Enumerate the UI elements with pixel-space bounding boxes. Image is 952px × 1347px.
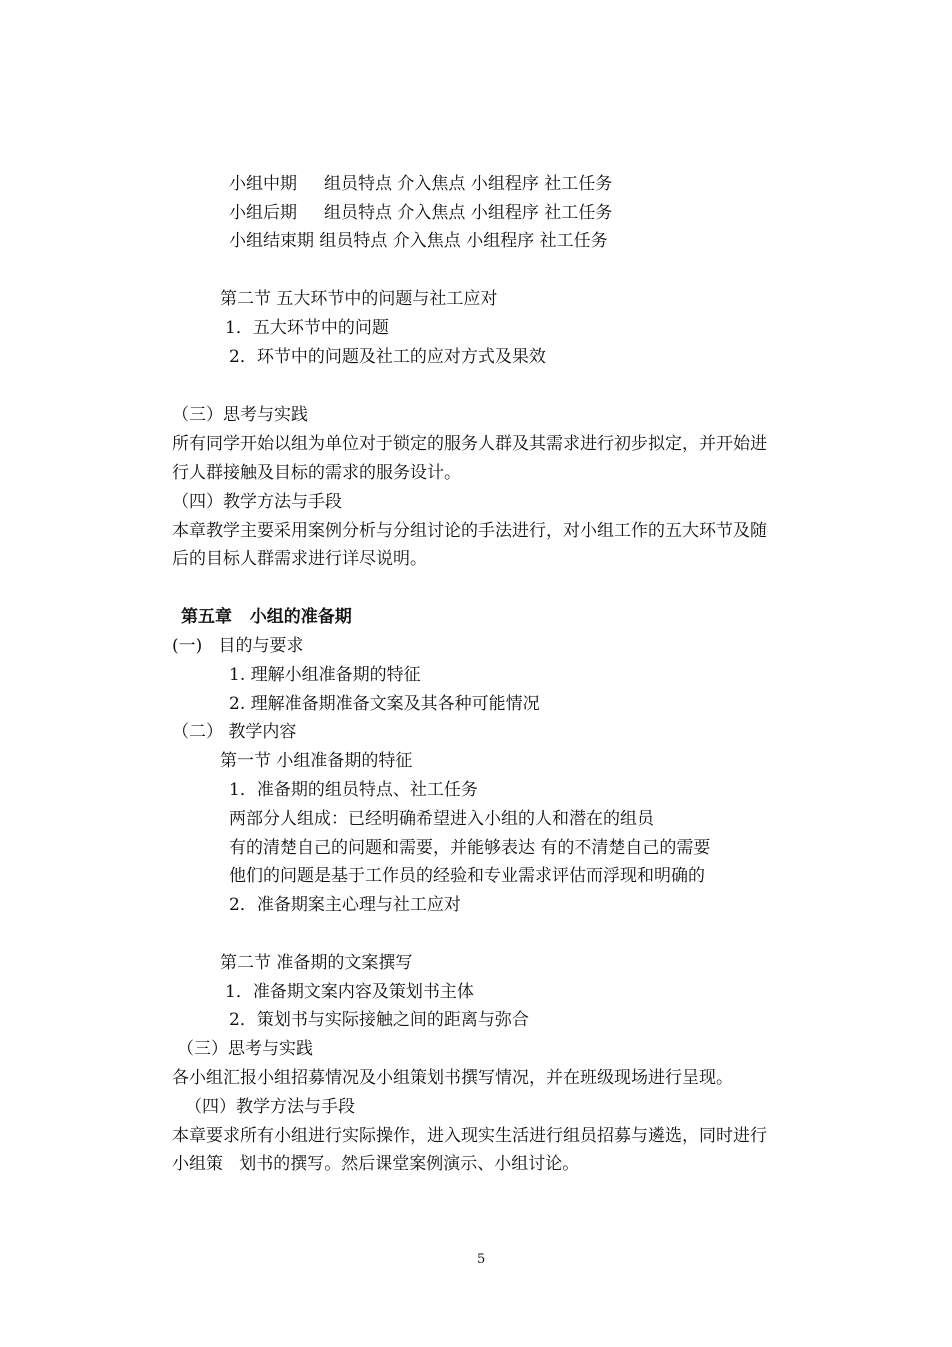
list-item: 1．准备期文案内容及策划书主体 [225,982,474,1002]
paragraph-line: 本章教学主要采用案例分析与分组讨论的手法进行，对小组工作的五大环节及随 [172,521,767,541]
section-heading: 第一节 小组准备期的特征 [220,751,413,771]
stage-line-mid: 小组中期 组员特点 介入焦点 小组程序 社工任务 [229,174,613,194]
paragraph-line: 小组策 划书的撰写。然后课堂案例演示、小组讨论。 [172,1154,580,1174]
paragraph-line: 所有同学开始以组为单位对于锁定的服务人群及其需求进行初步拟定，并开始进 [172,434,767,454]
chapter-title: 第五章 小组的准备期 [181,607,352,627]
list-item: 1．准备期的组员特点、社工任务 [229,780,478,800]
paragraph-line: 他们的问题是基于工作员的经验和专业需求评估而浮现和明确的 [229,866,705,886]
subsection-heading: （三）思考与实践 [177,1039,313,1059]
list-item: 2．策划书与实际接触之间的距离与弥合 [229,1010,529,1030]
paragraph-line: 各小组汇报小组招募情况及小组策划书撰写情况，并在班级现场进行呈现。 [172,1068,733,1088]
paragraph-line: 有的清楚自己的问题和需要，并能够表达 有的不清楚自己的需要 [229,838,711,858]
subsection-heading: (一) 目的与要求 [172,636,304,656]
paragraph-line: 本章要求所有小组进行实际操作，进入现实生活进行组员招募与遴选，同时进行 [172,1126,767,1146]
stage-line-end: 小组结束期 组员特点 介入焦点 小组程序 社工任务 [229,231,608,251]
stage-line-late: 小组后期 组员特点 介入焦点 小组程序 社工任务 [229,203,613,223]
list-item: 1．五大环节中的问题 [225,318,389,338]
subsection-heading: （二） 教学内容 [172,722,297,742]
list-item: 1. 理解小组准备期的特征 [229,665,421,685]
subsection-heading: （三）思考与实践 [172,405,308,425]
page-number: 5 [477,1252,486,1267]
list-item: 2. 理解准备期准备文案及其各种可能情况 [229,694,540,714]
section-heading: 第二节 准备期的文案撰写 [220,953,413,973]
paragraph-line: 后的目标人群需求进行详尽说明。 [172,549,427,569]
paragraph-line: 两部分人组成：已经明确希望进入小组的人和潜在的组员 [229,809,654,829]
list-item: 2．准备期案主心理与社工应对 [229,895,461,915]
subsection-heading: （四）教学方法与手段 [172,492,342,512]
list-item: 2．环节中的问题及社工的应对方式及果效 [229,347,546,367]
paragraph-line: 行人群接触及目标的需求的服务设计。 [172,463,461,483]
subsection-heading: （四）教学方法与手段 [185,1097,355,1117]
section-heading: 第二节 五大环节中的问题与社工应对 [220,289,498,309]
